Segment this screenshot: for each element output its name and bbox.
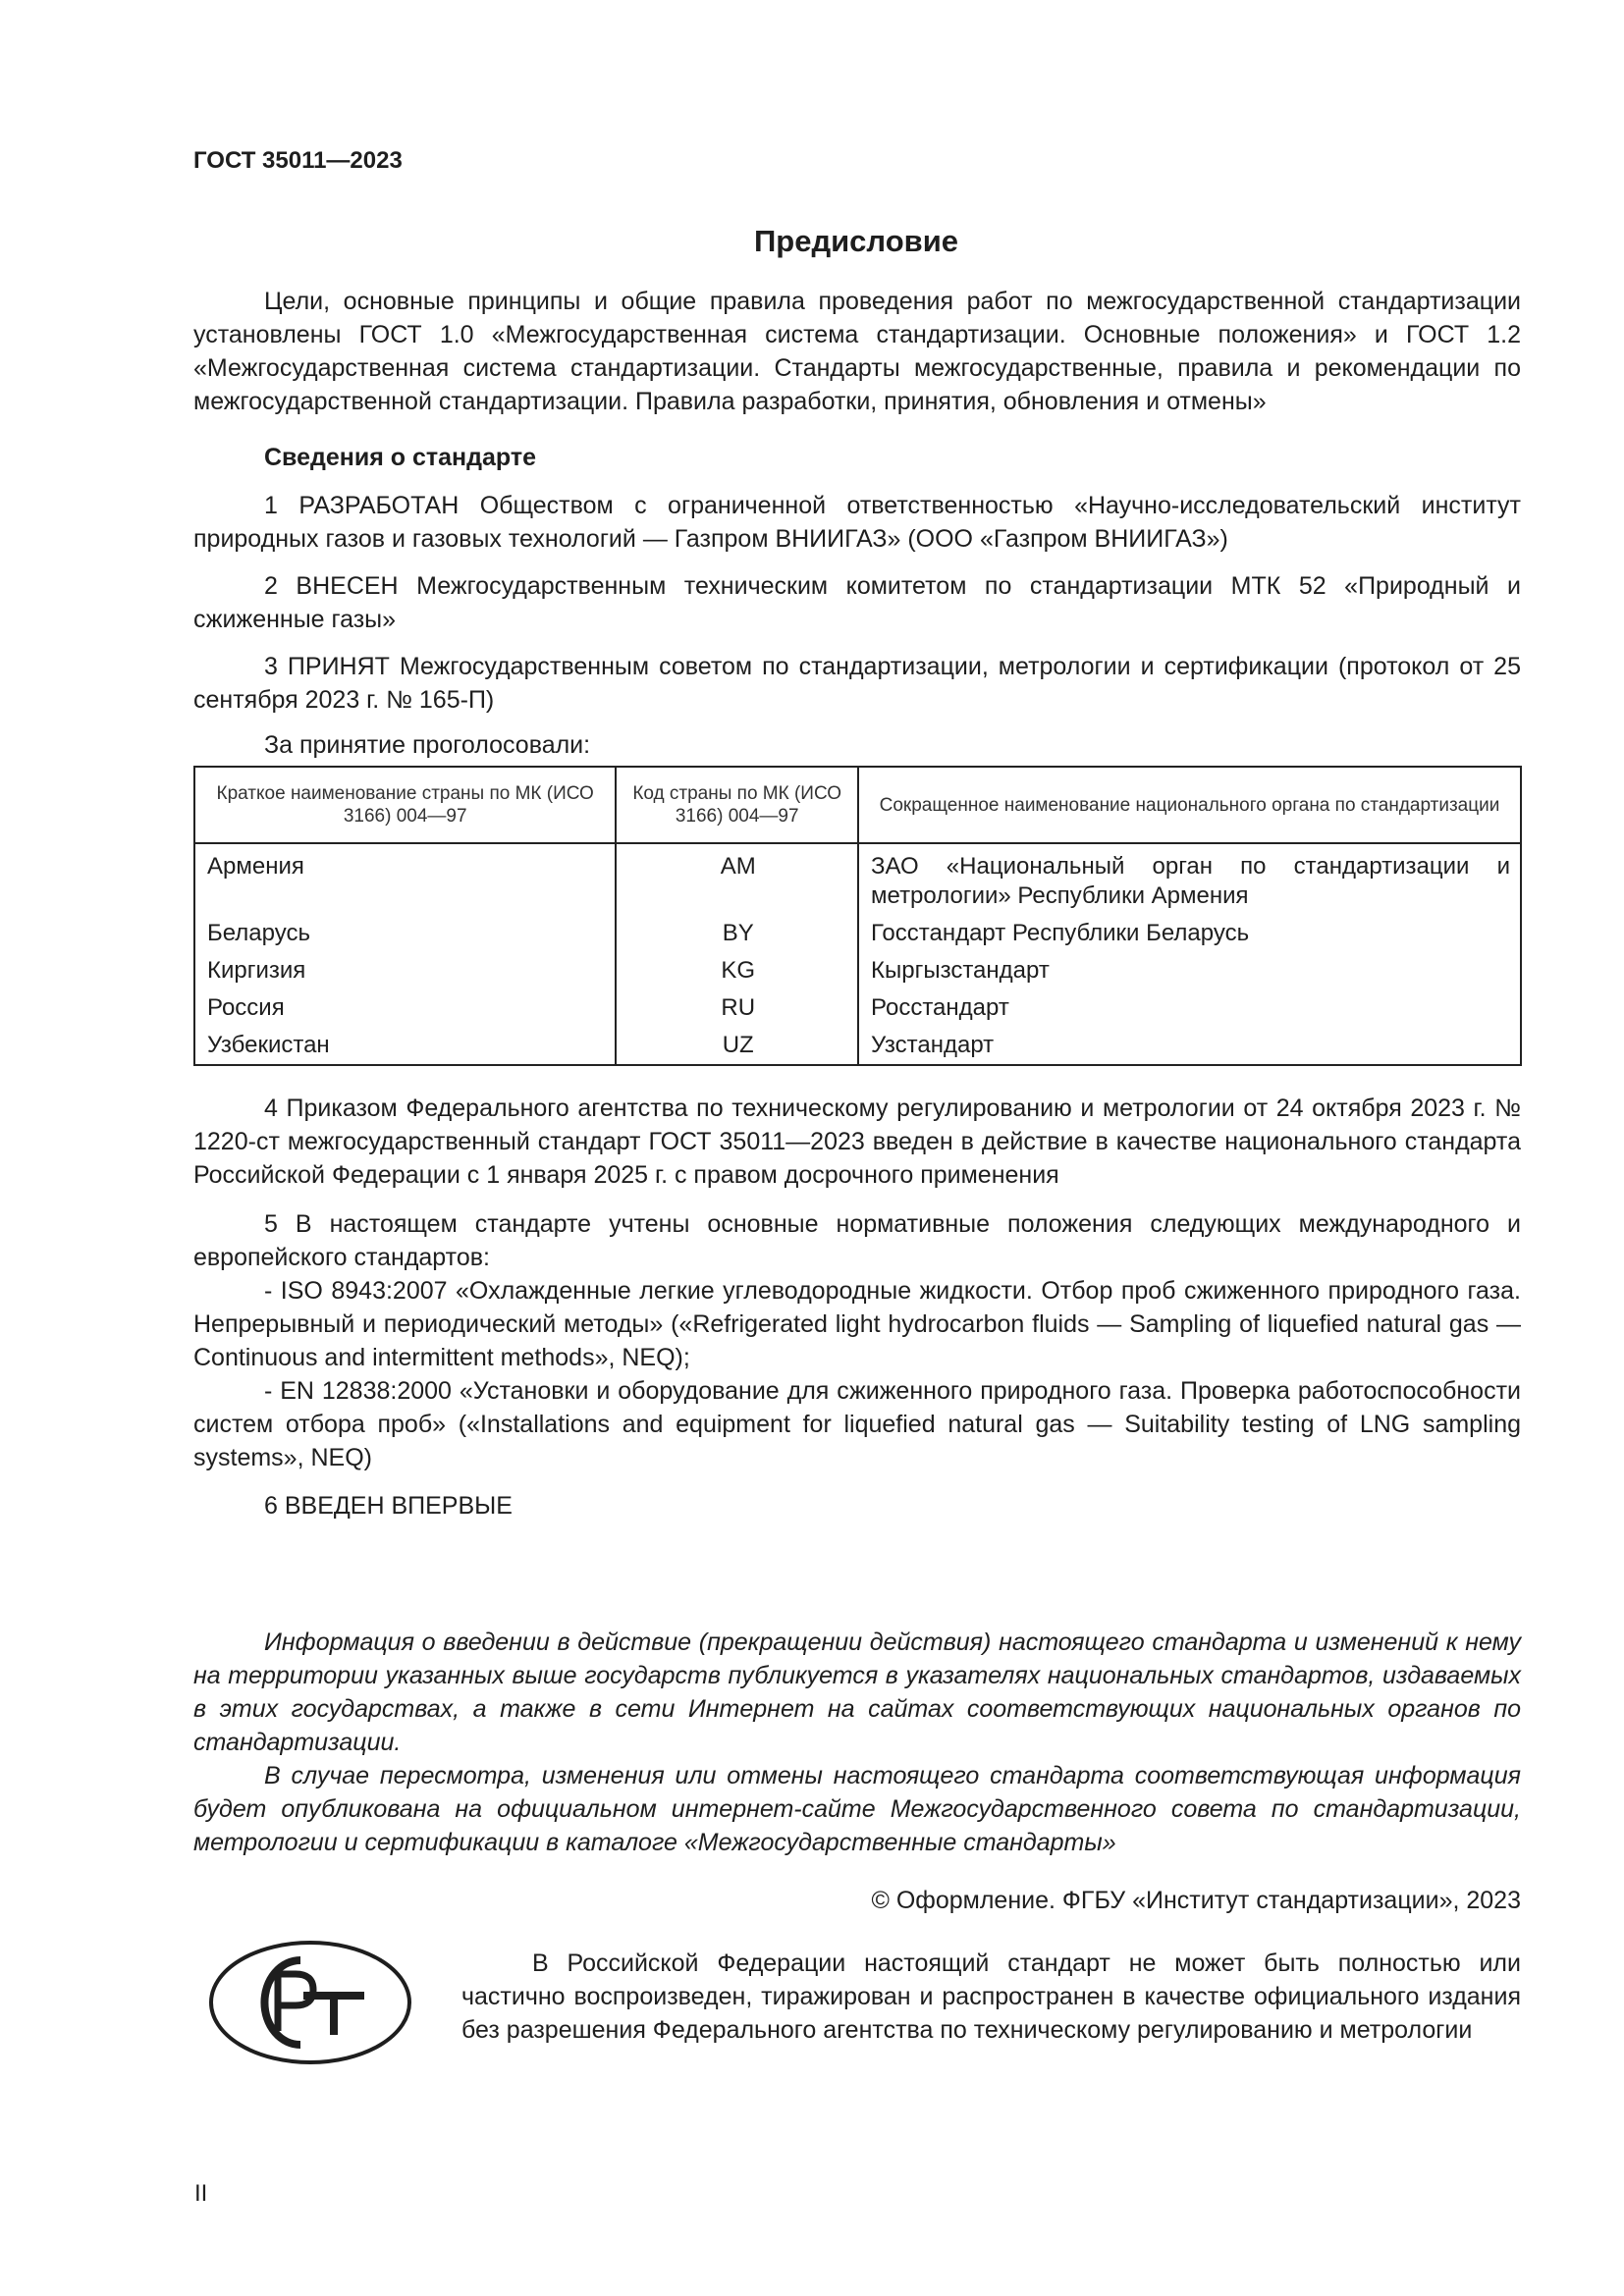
voting-countries-table [193, 766, 1522, 1066]
document-id-header: ГОСТ 35011—2023 [193, 147, 403, 174]
notice-paragraph-1: Информация о введении в действие (прекращении действия) настоящего стандарта и изменений к нему на территории указанных выше государств публикуется в указателях национальных стандартов, издаваемых в этих государствах, а также в сети Интернет на сайтах соответствующих национальных органов по стандартизации. [193, 1629, 1521, 1756]
item-4-order: 4 Приказом Федерального агентства по техническому регулированию и метрологии от 24 октября 2023 г. № 1220-ст межгосударственный стандарт ГОСТ 35011—2023 введен в действие в качестве национального стандарта Российской Федерации с 1 января 2025 г. с правом досрочного применения [193, 1095, 1521, 1189]
country-cell: Узбекистан [194, 1027, 616, 1065]
item-6-first-introduced: 6 ВВЕДЕН ВПЕРВЫЕ [264, 1492, 513, 1520]
intro-paragraph: Цели, основные принципы и общие правила проведения работ по межгосударственной стандартизации установлены ГОСТ 1.0 «Межгосударственная система стандартизации. Основные положения» и ГОСТ 1.2 «Межгосударственная система стандартизации. Стандарты межгосударственные, правила и рекомендации по межгосударственной стандартизации. Правила разработки, принятия, обновления и отмены» [193, 288, 1521, 415]
column-header-code: Код страны по МК (ИСО 3166) 004—97 [616, 767, 858, 843]
table-row [194, 915, 1521, 952]
pct-logo [207, 1939, 413, 2071]
table-row [194, 843, 1521, 915]
code-cell: AM [616, 843, 858, 915]
item-3-adopted: 3 ПРИНЯТ Межгосударственным советом по стандартизации, метрологии и сертификации (протокол от 25 сентября 2023 г. № 165-П) [193, 653, 1521, 714]
code-cell: UZ [616, 1027, 858, 1065]
code-cell: BY [616, 915, 858, 952]
code-cell: RU [616, 989, 858, 1027]
page-number: II [194, 2180, 208, 2207]
national-body-cell: Госстандарт Республики Беларусь [858, 915, 1521, 952]
item-1-developed: 1 РАЗРАБОТАН Обществом с ограниченной ответственностью «Научно-исследовательский институт природных газов и газовых технологий — Газпром ВНИИГАЗ» (ООО «Газпром ВНИИГАЗ») [193, 492, 1521, 553]
country-cell: Россия [194, 989, 616, 1027]
national-body-cell: Узстандарт [858, 1027, 1521, 1065]
country-cell: Армения [194, 843, 616, 915]
column-header-national-body: Сокращенное наименование национального органа по стандартизации [858, 767, 1521, 843]
copyright-line: © Оформление. ФГБУ «Институт стандартизации», 2023 [871, 1887, 1521, 1914]
table-row [194, 952, 1521, 989]
code-cell: KG [616, 952, 858, 989]
table-row [194, 1027, 1521, 1065]
item-5-en-12838: - EN 12838:2000 «Установки и оборудование для сжиженного природного газа. Проверка работоспособности систем отбора проб» («Installations and equipment for liquefied natural gas — Suitability testing of LNG sampling systems», NEQ) [193, 1377, 1521, 1471]
voted-caption: За принятие проголосовали: [264, 731, 591, 759]
item-5-considered-standards: 5 В настоящем стандарте учтены основные нормативные положения следующих международного и европейского стандартов: [193, 1210, 1521, 1271]
national-body-cell: Кыргызстандарт [858, 952, 1521, 989]
rights-paragraph: В Российской Федерации настоящий стандарт не может быть полностью или частично воспроизведен, тиражирован и распространен в качестве официального издания без разрешения Федерального агентства по техническому регулированию и метрологии [461, 1949, 1521, 2044]
national-body-cell: Росстандарт [858, 989, 1521, 1027]
table-header-row [194, 767, 1521, 843]
item-2-introduced: 2 ВНЕСЕН Межгосударственным техническим комитетом по стандартизации МТК 52 «Природный и сжиженные газы» [193, 572, 1521, 633]
notice-paragraph-2: В случае пересмотра, изменения или отмены настоящего стандарта соответствующая информация будет опубликована на официальном интернет-сайте Межгосударственного совета по стандартизации, метрологии и сертификации в каталоге «Межгосударственные стандарты» [193, 1762, 1521, 1856]
country-cell: Киргизия [194, 952, 616, 989]
table-row [194, 989, 1521, 1027]
item-5-iso-8943: - ISO 8943:2007 «Охлажденные легкие углеводородные жидкости. Отбор проб сжиженного природного газа. Непрерывный и периодический методы» («Refrigerated light hydrocarbon fluids — Sampling of liquefied natural gas — Continuous and intermittent methods», NEQ); [193, 1277, 1521, 1371]
pct-logo-icon [207, 1939, 413, 2066]
page-title: Предисловие [753, 224, 958, 258]
standard-info-heading: Сведения о стандарте [264, 444, 537, 471]
column-header-country: Краткое наименование страны по МК (ИСО 3166) 004—97 [194, 767, 616, 843]
national-body-cell: ЗАО «Национальный орган по стандартизации и метрологии» Республики Армения [858, 843, 1521, 915]
country-cell: Беларусь [194, 915, 616, 952]
